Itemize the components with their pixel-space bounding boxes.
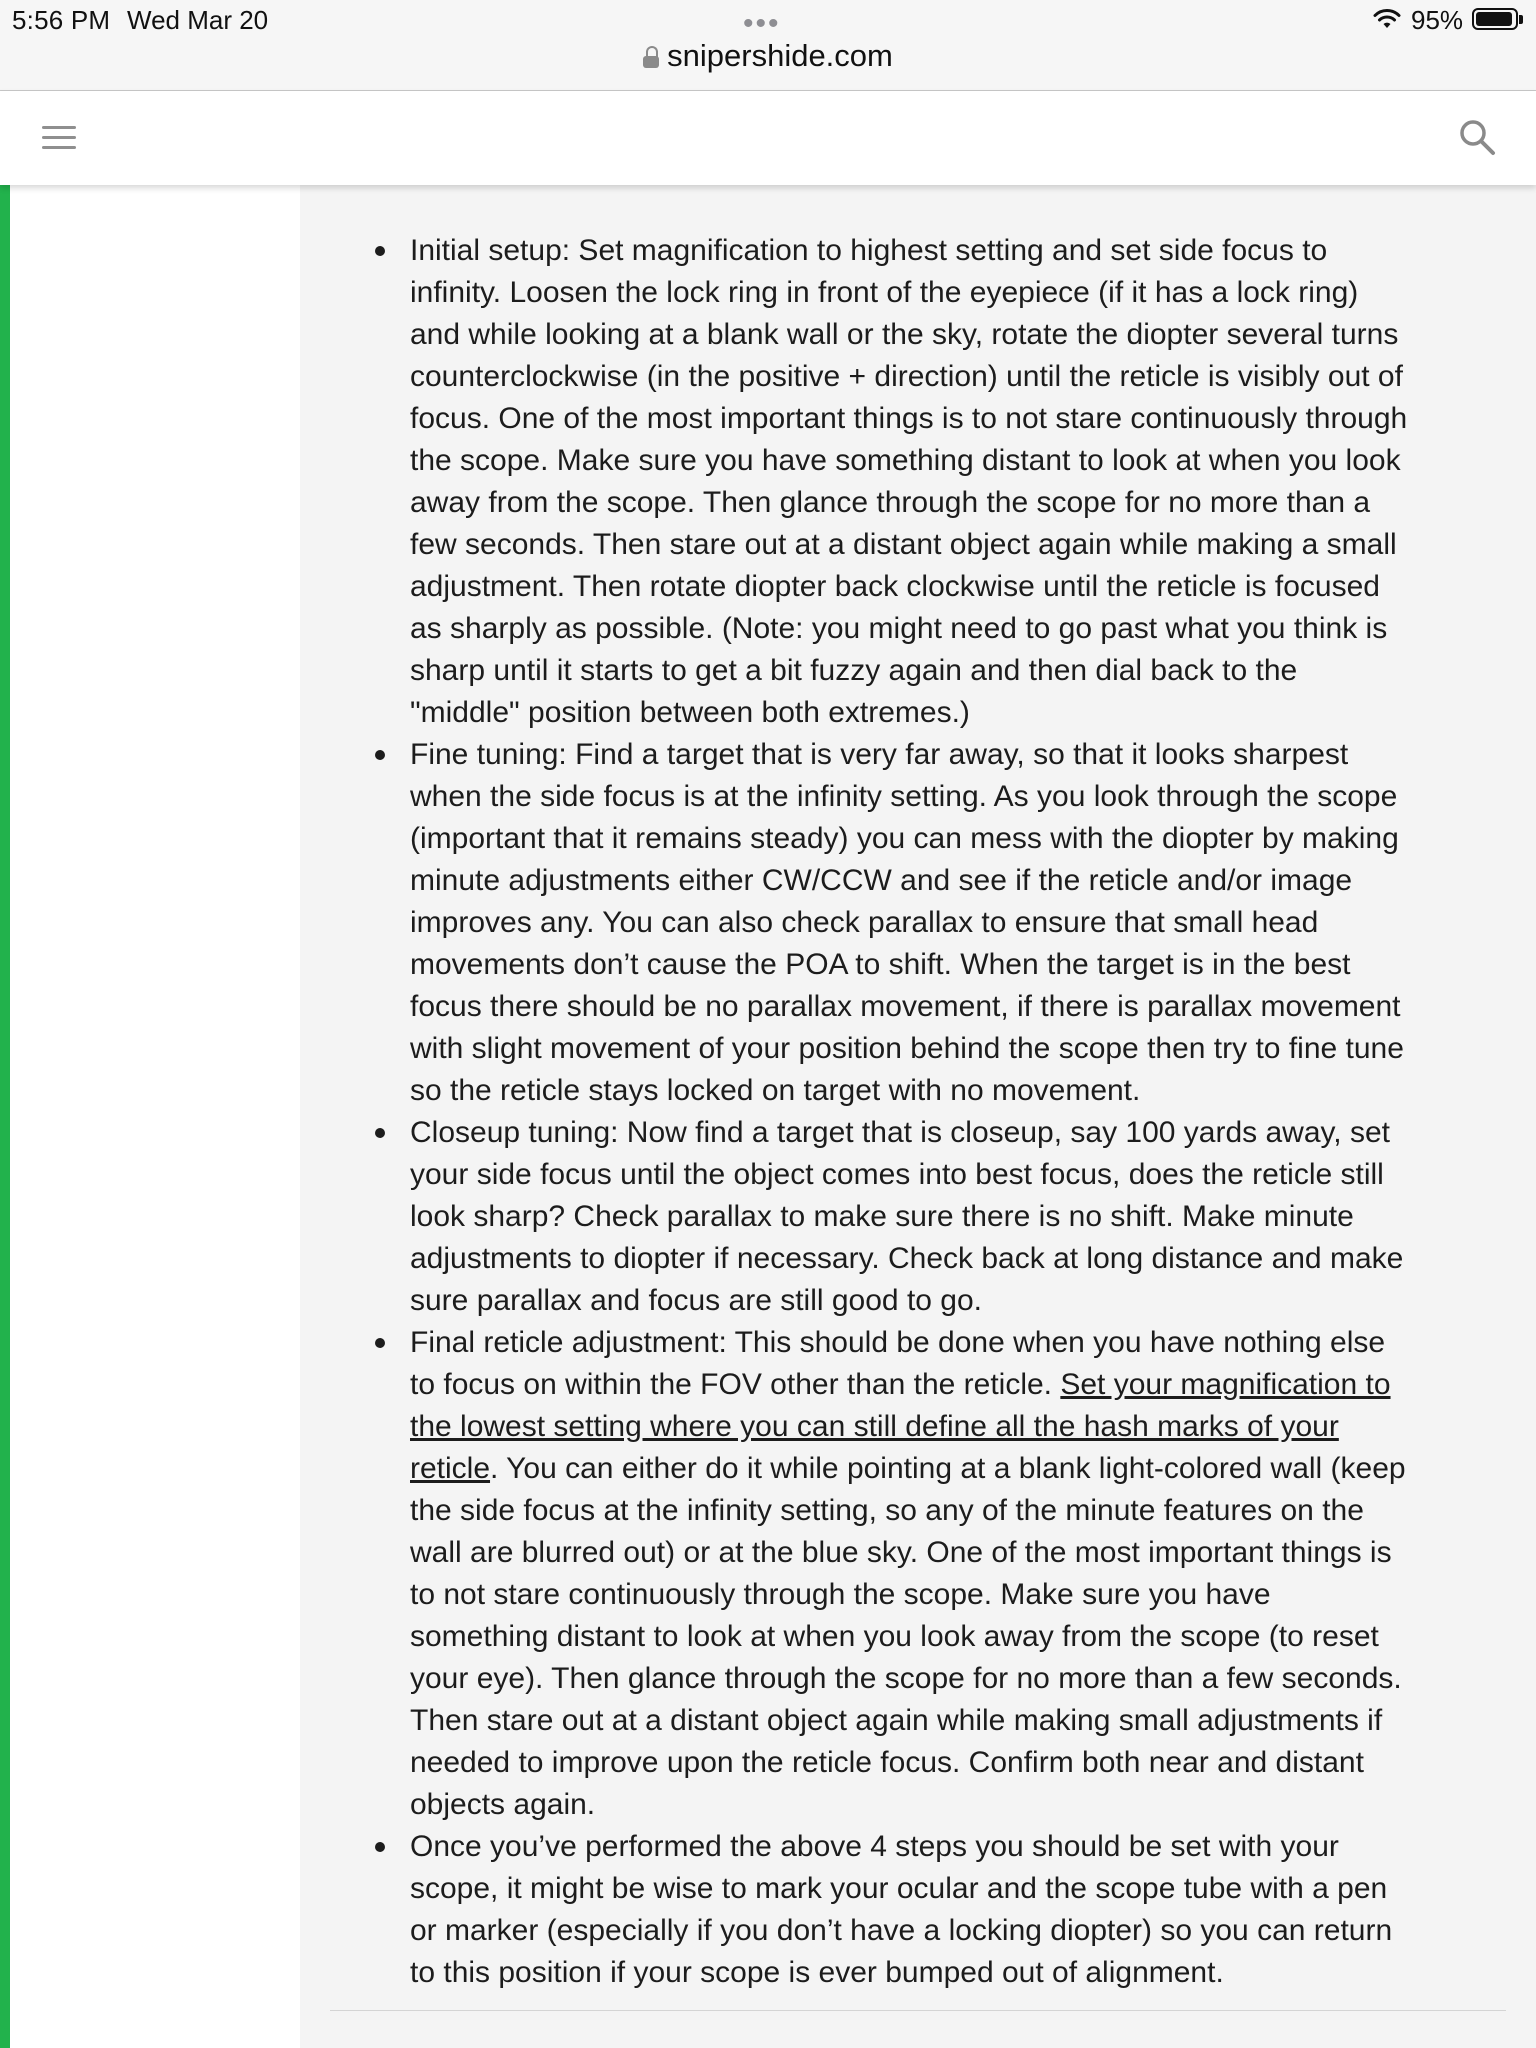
steps-list [410,230,1410,1994]
accent-bar [0,185,10,2048]
step-text: Final reticle adjustment: This should be done when you have nothing else to focus on within the FOV other than the reticle. [410,1326,1386,1401]
divider [330,2010,1506,2011]
battery-terminal [1519,15,1523,24]
battery-percentage: 95% [1411,5,1464,35]
step-text: Closeup tuning: Now find a target that is closeup, say 100 yards away, set your side focus until the object comes into best focus, does the reticle still look sharp? Check parallax to make sure there is no shift. Make minute adjustments to diopter if necessary. Check back at long distance and make sure parallax and focus are still good to go. [410,1116,1404,1317]
step-text: Once you’ve performed the above 4 steps you should be set with your scope, it might be wise to mark your ocular and the scope tube with a pen or marker (especially if you don’t have a locking diopter) so you can return to this position if your scope is ever bumped out of alignment. [410,1830,1393,1989]
site-header [0,91,1536,185]
lock-icon [643,46,659,68]
list-item [410,230,1410,734]
status-date: Wed Mar 20 [127,5,269,35]
list-item [410,1112,1410,1322]
list-item [410,734,1410,1112]
step-text: . You can either do it while pointing at a blank light-colored wall (keep the side focus at the infinity setting, so any of the minute features on the wall are blurred out) or at the blue sky. One of the most important things is to not stare continuously through the scope. Make sure you have something distant to look at when you look away from the scope (to reset your eye). Then glance through the scope for no more than a few seconds. Then stare out at a distant object again while making small adjustments if needed to improve upon the reticle focus. Confirm both near and distant objects again. [410,1452,1406,1821]
step-text: Fine tuning: Find a target that is very far away, so that it looks sharpest when the side focus is at the infinity setting. As you look through the scope (important that it remains steady) you can mess with the diopter by making minute adjustments either CW/CCW and see if the reticle and/or image improves any. You can also check parallax to ensure that small head movements don’t cause the POA to shift. When the target is in the best focus there should be no parallax movement, if there is parallax movement with slight movement of your position behind the scope then try to fine tune so the reticle stays locked on target with no movement. [410,738,1404,1107]
battery-icon [1472,8,1518,30]
left-gutter [10,185,300,2048]
hamburger-menu-icon[interactable] [42,126,76,150]
status-time: 5:56 PM [12,5,111,35]
url-text: snipershide.com [667,38,893,73]
post-content [300,140,1536,2048]
list-item [410,1826,1410,1994]
underlined-emphasis: Set your magnification to the lowest setting where you can still define all the hash marks of your reticle [410,1368,1391,1485]
wifi-icon [1372,7,1402,31]
battery-level [1476,12,1512,26]
step-text: Initial setup: Set magnification to highest setting and set side focus to infinity. Loosen the lock ring in front of the eyepiece (if it has a lock ring) and while looking at a blank wall or the sky, rotate the diopter several turns counterclockwise (in the positive + direction) until the reticle is visibly out of focus. One of the most important things is to not stare continuously through the scope. Make sure you have something distant to look at when you look away from the scope. Then glance through the scope for no more than a few seconds. Then stare out at a distant object again while making a small adjustment. Then rotate diopter back clockwise until the reticle is focused as sharply as possible. (Note: you might need to go past what you think is sharp until it starts to get a bit fuzzy again and then dial back to the "middle" position between both extremes.) [410,234,1408,729]
more-dots-icon[interactable]: ••• [743,7,781,40]
address-bar[interactable] [0,38,1536,74]
search-icon[interactable] [1458,118,1496,156]
list-item [410,1322,1410,1826]
status-bar [0,0,1536,91]
